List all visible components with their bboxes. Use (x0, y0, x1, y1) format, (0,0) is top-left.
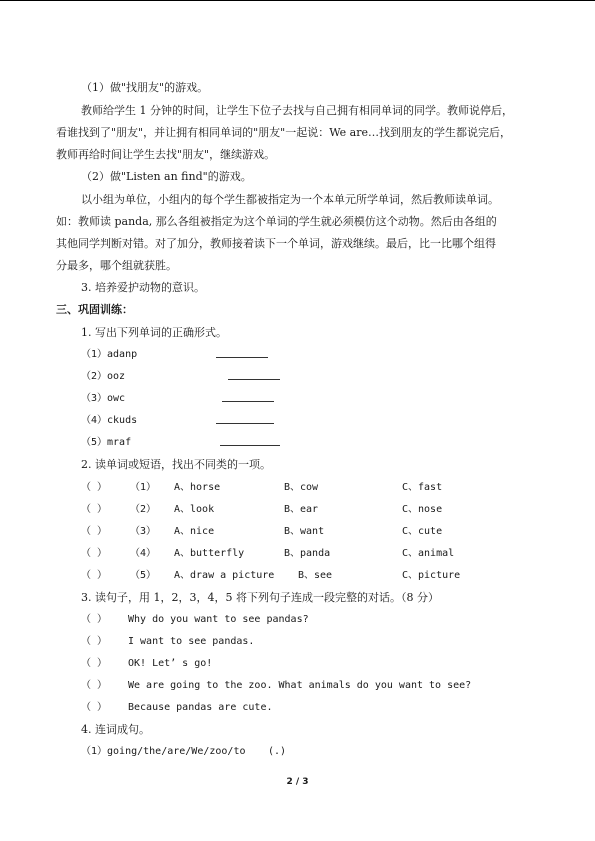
answer-blank[interactable] (222, 401, 274, 402)
option-a: A、horse (174, 482, 221, 493)
item-number: （3） (130, 526, 157, 537)
option-a: A、nice (174, 526, 215, 537)
answer-paren[interactable]: （ ） (81, 636, 108, 647)
q1-item: （4）ckuds (81, 415, 138, 426)
option-b: B、cow (284, 482, 319, 493)
answer-blank[interactable] (216, 423, 274, 424)
option-a: A、butterfly (174, 548, 245, 559)
item-number: （5） (130, 570, 157, 581)
item-number: （2） (130, 504, 157, 515)
answer-paren[interactable]: （ ） (81, 658, 108, 669)
answer-blank[interactable] (220, 445, 280, 446)
question-4-title: 4. 连词成句。 (81, 723, 150, 736)
q1-item: （2）ooz (81, 371, 126, 382)
option-b: B、see (298, 570, 333, 581)
dialogue-sentence: OK! Let’ s go! (128, 658, 213, 669)
paragraph: 其他同学判断对错。对了加分，教师接着读下一个单词，游戏继续。最后，比一比哪个组得 (56, 237, 496, 250)
paragraph: 教师给学生 1 分钟的时间，让学生下位子去找与自己拥有相同单词的同学。教师说停后， (81, 104, 513, 117)
answer-blank[interactable] (228, 379, 280, 380)
dialogue-sentence: Because pandas are cute. (128, 702, 273, 713)
question-3-title: 3. 读句子，用 1，2，3，4，5 将下列句子连成一段完整的对话。（8 分） (81, 591, 439, 604)
activity-3: 3. 培养爱护动物的意识。 (81, 281, 205, 294)
q4-item-end[interactable]: (.) (268, 746, 287, 757)
option-c: C、fast (402, 482, 443, 493)
dialogue-sentence: Why do you want to see pandas? (128, 614, 309, 625)
dialogue-sentence: I want to see pandas. (128, 636, 255, 647)
page-number: 2 / 3 (286, 777, 309, 787)
activity-1-title: （1）做"找朋友"的游戏。 (81, 81, 209, 94)
option-c: C、picture (402, 570, 461, 581)
paragraph: 教师再给时间让学生去找"朋友"，继续游戏。 (56, 148, 276, 161)
question-1-title: 1. 写出下列单词的正确形式。 (81, 326, 227, 339)
option-c: C、nose (402, 504, 443, 515)
answer-paren[interactable]: （ ） (81, 526, 108, 537)
paragraph: 以小组为单位，小组内的每个学生都被指定为一个本单元所学单词，然后教师读单词。 (81, 193, 499, 206)
paragraph: 如：教师读 panda, 那么各组被指定为这个单词的学生就必须模仿这个动物。然后由各组的 (56, 215, 497, 228)
section-title: 三、巩固训练： (56, 303, 133, 316)
answer-paren[interactable]: （ ） (81, 548, 108, 559)
answer-paren[interactable]: （ ） (81, 482, 108, 493)
answer-paren[interactable]: （ ） (81, 570, 108, 581)
option-c: C、animal (402, 548, 455, 559)
answer-paren[interactable]: （ ） (81, 614, 108, 625)
option-c: C、cute (402, 526, 443, 537)
dialogue-sentence: We are going to the zoo. What animals do you want to see? (128, 680, 472, 691)
answer-paren[interactable]: （ ） (81, 702, 108, 713)
item-number: （1） (130, 482, 157, 493)
option-b: B、want (284, 526, 325, 537)
paragraph: 看谁找到了"朋友"，并让拥有相同单词的"朋友"一起说：We are…找到朋友的学生都说完后， (56, 126, 511, 139)
option-a: A、look (174, 504, 215, 515)
q4-item: （1）going/the/are/We/zoo/to (81, 746, 246, 757)
paragraph: 分最多，哪个组就获胜。 (56, 259, 177, 272)
option-a: A、draw a picture (174, 570, 275, 581)
option-b: B、panda (284, 548, 331, 559)
answer-paren[interactable]: （ ） (81, 504, 108, 515)
answer-blank[interactable] (216, 357, 268, 358)
answer-paren[interactable]: （ ） (81, 680, 108, 691)
item-number: （4） (130, 548, 157, 559)
activity-2-title: （2）做"Listen an find"的游戏。 (81, 170, 252, 183)
q1-item: （5）mraf (81, 437, 132, 448)
question-2-title: 2. 读单词或短语，找出不同类的一项。 (81, 458, 271, 471)
option-b: B、ear (284, 504, 319, 515)
q1-item: （3）owc (81, 393, 126, 404)
q1-item: （1）adanp (81, 349, 138, 360)
header-rule (0, 0, 595, 1)
